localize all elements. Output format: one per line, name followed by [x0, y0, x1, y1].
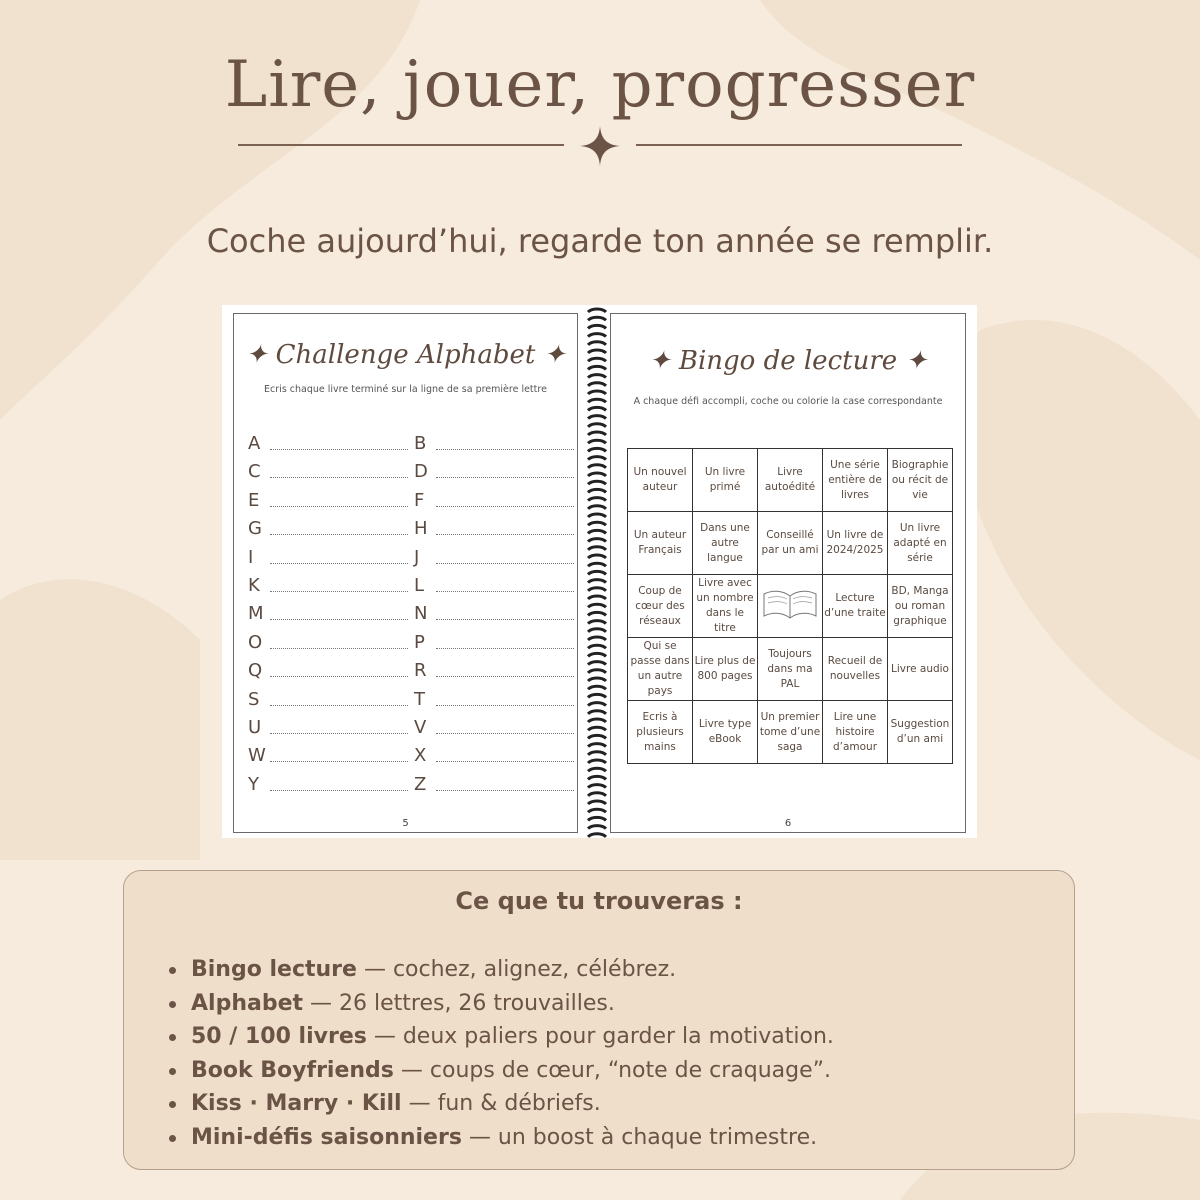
- feature-item: [169, 1089, 834, 1123]
- alphabet-line: [270, 534, 408, 535]
- alphabet-line: [436, 676, 574, 677]
- alphabet-line: [270, 591, 408, 592]
- alphabet-letter: X: [414, 745, 427, 767]
- bingo-heading: ✦ Bingo de lecture ✦: [648, 346, 928, 376]
- alphabet-letter: O: [248, 631, 263, 653]
- alphabet-row: [248, 712, 578, 740]
- alphabet-line: [270, 477, 408, 478]
- spiral-coil: [588, 350, 606, 353]
- feature-item: [169, 989, 834, 1023]
- page-title: Lire, jouer, progresser: [224, 48, 976, 122]
- alphabet-letter: H: [414, 518, 428, 540]
- alphabet-entry[interactable]: [248, 542, 408, 570]
- alphabet-letter: M: [248, 603, 264, 625]
- spiral-coil: [588, 711, 606, 714]
- feature-name: Alphabet: [191, 990, 304, 1016]
- page-number-left: 5: [402, 818, 409, 829]
- spiral-coil: [588, 719, 606, 722]
- spiral-coil: [588, 629, 606, 632]
- alphabet-letter: P: [414, 631, 425, 653]
- bingo-cell[interactable]: Livre type eBook: [693, 701, 758, 764]
- alphabet-letter: K: [248, 575, 260, 596]
- feature-description: — fun & débriefs.: [401, 1091, 601, 1117]
- bingo-instruction: A chaque défi accompli, coche ou colorie la case correspondante: [633, 396, 943, 407]
- bingo-cell[interactable]: Recueil de nouvelles: [823, 638, 888, 701]
- spiral-coil: [588, 670, 606, 673]
- bingo-cell[interactable]: Lire une histoire d’amour: [823, 701, 888, 764]
- alphabet-row: [248, 428, 578, 456]
- alphabet-entry[interactable]: [414, 570, 574, 598]
- spiral-coil: [588, 317, 606, 320]
- bingo-cell[interactable]: Biographie ou récit de vie: [888, 449, 953, 512]
- alphabet-letter: C: [248, 461, 261, 483]
- bingo-cell[interactable]: Un premier tome d’une saga: [758, 701, 823, 764]
- bingo-cell[interactable]: Suggestion d’un ami: [888, 701, 953, 764]
- bingo-cell[interactable]: Conseillé par un ami: [758, 512, 823, 575]
- spiral-coil: [588, 752, 606, 755]
- alphabet-letter: T: [414, 688, 425, 710]
- features-title: Ce que tu trouveras :: [455, 887, 743, 915]
- open-book-icon: [762, 588, 818, 620]
- alphabet-letter: N: [414, 603, 428, 625]
- alphabet-line: [436, 790, 574, 791]
- alphabet-line: [436, 705, 574, 706]
- spiral-coil: [588, 448, 606, 451]
- spiral-coil: [588, 506, 606, 509]
- alphabet-line: [436, 477, 574, 478]
- spiral-coil: [588, 325, 606, 328]
- alphabet-line: [436, 733, 574, 734]
- alphabet-entry[interactable]: [414, 598, 574, 626]
- spiral-coil: [588, 539, 606, 542]
- spiral-coil: [588, 653, 606, 656]
- alphabet-letter: A: [248, 433, 261, 454]
- page-subtitle: Coche aujourd’hui, regarde ton année se remplir.: [206, 222, 994, 260]
- spiral-coil: [588, 375, 606, 378]
- spiral-coil: [588, 571, 606, 574]
- alphabet-row: [248, 485, 578, 513]
- alphabet-entry[interactable]: [414, 740, 574, 768]
- spiral-coil: [588, 793, 606, 796]
- alphabet-letter: D: [414, 461, 428, 483]
- spiral-coil: [588, 530, 606, 533]
- spiral-coil: [588, 366, 606, 369]
- feature-description: — deux paliers pour garder la motivation.: [366, 1024, 834, 1050]
- spiral-coil: [588, 424, 606, 427]
- alphabet-line: [436, 761, 574, 762]
- alphabet-letter: B: [414, 433, 427, 454]
- alphabet-page: [233, 313, 578, 833]
- spiral-coil: [588, 686, 606, 689]
- spiral-coil: [588, 465, 606, 468]
- spiral-coil: [588, 694, 606, 697]
- alphabet-entry[interactable]: [414, 712, 574, 740]
- spiral-coil: [588, 735, 606, 738]
- bingo-cell[interactable]: Un livre de 2024/2025: [823, 512, 888, 575]
- features-list: [169, 955, 834, 1157]
- alphabet-line: [270, 648, 408, 649]
- bingo-cell[interactable]: Une série entière de livres: [823, 449, 888, 512]
- alphabet-row: [248, 598, 578, 626]
- bingo-cell[interactable]: Qui se passe dans un autre pays: [628, 638, 693, 701]
- spiral-coil: [588, 432, 606, 435]
- title-divider-left: [238, 144, 564, 146]
- bingo-cell[interactable]: Un auteur Français: [628, 512, 693, 575]
- feature-description: — cochez, alignez, célébrez.: [356, 957, 677, 982]
- alphabet-entry[interactable]: [248, 655, 408, 683]
- alphabet-row: [248, 655, 578, 683]
- alphabet-entry[interactable]: [248, 598, 408, 626]
- bingo-row: [628, 701, 953, 764]
- alphabet-line: [270, 619, 408, 620]
- bingo-cell[interactable]: Un livre primé: [693, 449, 758, 512]
- spiral-coil: [588, 588, 606, 591]
- bingo-free-cell[interactable]: [758, 575, 823, 638]
- spiral-coil: [588, 727, 606, 730]
- alphabet-line: [270, 676, 408, 677]
- alphabet-letter: E: [248, 489, 260, 511]
- spiral-coil: [588, 440, 606, 443]
- spiral-coil: [588, 817, 606, 820]
- bingo-row: [628, 512, 953, 575]
- alphabet-line: [270, 449, 408, 450]
- alphabet-entry[interactable]: [248, 570, 408, 598]
- spiral-coil: [588, 309, 606, 312]
- spiral-binding: [586, 305, 608, 838]
- alphabet-row: [248, 570, 578, 598]
- bingo-row: [628, 575, 953, 638]
- alphabet-line: [270, 705, 408, 706]
- spiral-coil: [588, 744, 606, 747]
- feature-item: [169, 1022, 834, 1056]
- alphabet-entry[interactable]: [248, 627, 408, 655]
- spiral-coil: [588, 407, 606, 410]
- spiral-coil: [588, 645, 606, 648]
- alphabet-line: [436, 591, 574, 592]
- feature-description: — un boost à chaque trimestre.: [461, 1124, 818, 1150]
- spiral-coil: [588, 416, 606, 419]
- alphabet-line: [436, 619, 574, 620]
- spiral-coil: [588, 514, 606, 517]
- spiral-coil: [588, 580, 606, 583]
- alphabet-letter: F: [414, 489, 425, 511]
- spiral-coil: [588, 703, 606, 706]
- alphabet-entry[interactable]: [248, 456, 408, 484]
- alphabet-letter: L: [414, 575, 425, 596]
- alphabet-line: [270, 563, 408, 564]
- alphabet-row: [248, 627, 578, 655]
- feature-name: Kiss · Marry · Kill: [191, 1091, 402, 1117]
- feature-item: [169, 1123, 834, 1157]
- alphabet-row: [248, 684, 578, 712]
- alphabet-entry[interactable]: [248, 485, 408, 513]
- feature-name: Mini-défis saisonniers: [191, 1124, 462, 1150]
- bingo-page: [610, 313, 966, 833]
- features-panel: [123, 870, 1075, 1170]
- spiral-coil: [588, 826, 606, 829]
- page-number-right: 6: [784, 818, 792, 829]
- bingo-cell[interactable]: Livre autoédité: [758, 449, 823, 512]
- notebook-preview: [222, 305, 977, 838]
- alphabet-entry[interactable]: [414, 485, 574, 513]
- spiral-coil: [588, 834, 606, 837]
- spiral-coil: [588, 522, 606, 525]
- spiral-coil: [588, 801, 606, 804]
- spiral-coil: [588, 678, 606, 681]
- alphabet-line: [270, 506, 408, 507]
- alphabet-letter: G: [248, 518, 262, 540]
- alphabet-entry[interactable]: [248, 513, 408, 541]
- bingo-grid: [627, 448, 953, 764]
- spiral-coil: [588, 399, 606, 402]
- alphabet-entry[interactable]: [414, 627, 574, 655]
- alphabet-instruction: Ecris chaque livre terminé sur la ligne de sa première lettre: [264, 384, 547, 395]
- spiral-coil: [588, 334, 606, 337]
- alphabet-letter: Q: [248, 660, 263, 682]
- bingo-cell[interactable]: Un livre adapté en série: [888, 512, 953, 575]
- spiral-coil: [588, 563, 606, 566]
- alphabet-entry[interactable]: [248, 428, 408, 456]
- alphabet-letter: Y: [248, 773, 259, 795]
- spiral-coil: [588, 383, 606, 386]
- spiral-coil: [588, 809, 606, 812]
- spiral-coil: [588, 358, 606, 361]
- spiral-coil: [588, 481, 606, 484]
- feature-name: Book Boyfriends: [191, 1057, 394, 1083]
- alphabet-row: [248, 740, 578, 768]
- sparkle-icon: [580, 126, 620, 166]
- feature-item: [169, 955, 834, 989]
- bingo-row: [628, 449, 953, 512]
- alphabet-row: [248, 769, 578, 797]
- feature-name: Bingo lecture: [191, 957, 357, 982]
- alphabet-line: [270, 761, 408, 762]
- alphabet-line: [436, 534, 574, 535]
- spiral-coil: [588, 547, 606, 550]
- bingo-cell[interactable]: Lecture d’une traite: [823, 575, 888, 638]
- feature-name: 50 / 100 livres: [191, 1024, 367, 1050]
- alphabet-letter: W: [248, 745, 266, 767]
- spiral-coil: [588, 473, 606, 476]
- spiral-coil: [588, 768, 606, 771]
- spiral-coil: [588, 776, 606, 779]
- spiral-coil: [588, 342, 606, 345]
- bingo-cell[interactable]: Lire plus de 800 pages: [693, 638, 758, 701]
- bingo-cell[interactable]: BD, Manga ou roman graphique: [888, 575, 953, 638]
- bingo-cell[interactable]: Dans une autre langue: [693, 512, 758, 575]
- bingo-cell[interactable]: Un nouvel auteur: [628, 449, 693, 512]
- feature-description: — coups de cœur, “note de craquage”.: [393, 1057, 832, 1083]
- alphabet-letter: R: [414, 660, 427, 682]
- bingo-cell[interactable]: Ecris à plusieurs mains: [628, 701, 693, 764]
- feature-description: — 26 lettres, 26 trouvailles.: [303, 990, 615, 1016]
- alphabet-letter: I: [248, 546, 254, 568]
- spiral-coil: [588, 555, 606, 558]
- alphabet-entry[interactable]: [248, 684, 408, 712]
- spiral-coil: [588, 391, 606, 394]
- alphabet-line: [436, 648, 574, 649]
- alphabet-line: [270, 790, 408, 791]
- spiral-coil: [588, 457, 606, 460]
- spiral-coil: [588, 489, 606, 492]
- alphabet-entry[interactable]: [414, 542, 574, 570]
- spiral-coil: [588, 596, 606, 599]
- bingo-cell[interactable]: Livre avec un nombre dans le titre: [693, 575, 758, 638]
- alphabet-entry[interactable]: [414, 769, 574, 797]
- alphabet-letter: J: [414, 546, 420, 568]
- alphabet-entry[interactable]: [414, 428, 574, 456]
- bingo-row: [628, 638, 953, 701]
- alphabet-letter: S: [248, 688, 260, 710]
- alphabet-row: [248, 513, 578, 541]
- spiral-coil: [588, 662, 606, 665]
- alphabet-row: [248, 542, 578, 570]
- alphabet-letter: V: [414, 717, 427, 738]
- feature-item: [169, 1056, 834, 1090]
- alphabet-entry[interactable]: [248, 740, 408, 768]
- alphabet-line: [436, 449, 574, 450]
- spiral-coil: [588, 785, 606, 788]
- spiral-coil: [588, 760, 606, 763]
- alphabet-letter: Z: [414, 773, 427, 795]
- alphabet-line: [436, 506, 574, 507]
- alphabet-letter: U: [248, 717, 262, 738]
- alphabet-entry[interactable]: [414, 456, 574, 484]
- alphabet-line: [436, 563, 574, 564]
- bingo-cell[interactable]: Coup de cœur des réseaux: [628, 575, 693, 638]
- spiral-coil: [588, 612, 606, 615]
- title-divider-right: [636, 144, 962, 146]
- bingo-cell[interactable]: Livre audio: [888, 638, 953, 701]
- alphabet-line: [270, 733, 408, 734]
- alphabet-entry[interactable]: [248, 712, 408, 740]
- alphabet-entry[interactable]: [414, 655, 574, 683]
- alphabet-heading: ✦ Challenge Alphabet ✦: [245, 340, 566, 370]
- alphabet-row: [248, 456, 578, 484]
- bingo-cell[interactable]: Toujours dans ma PAL: [758, 638, 823, 701]
- alphabet-entry[interactable]: [414, 684, 574, 712]
- spiral-coil: [588, 498, 606, 501]
- alphabet-entry[interactable]: [248, 769, 408, 797]
- spiral-coil: [588, 604, 606, 607]
- spiral-coil: [588, 621, 606, 624]
- alphabet-entry[interactable]: [414, 513, 574, 541]
- spiral-coil: [588, 637, 606, 640]
